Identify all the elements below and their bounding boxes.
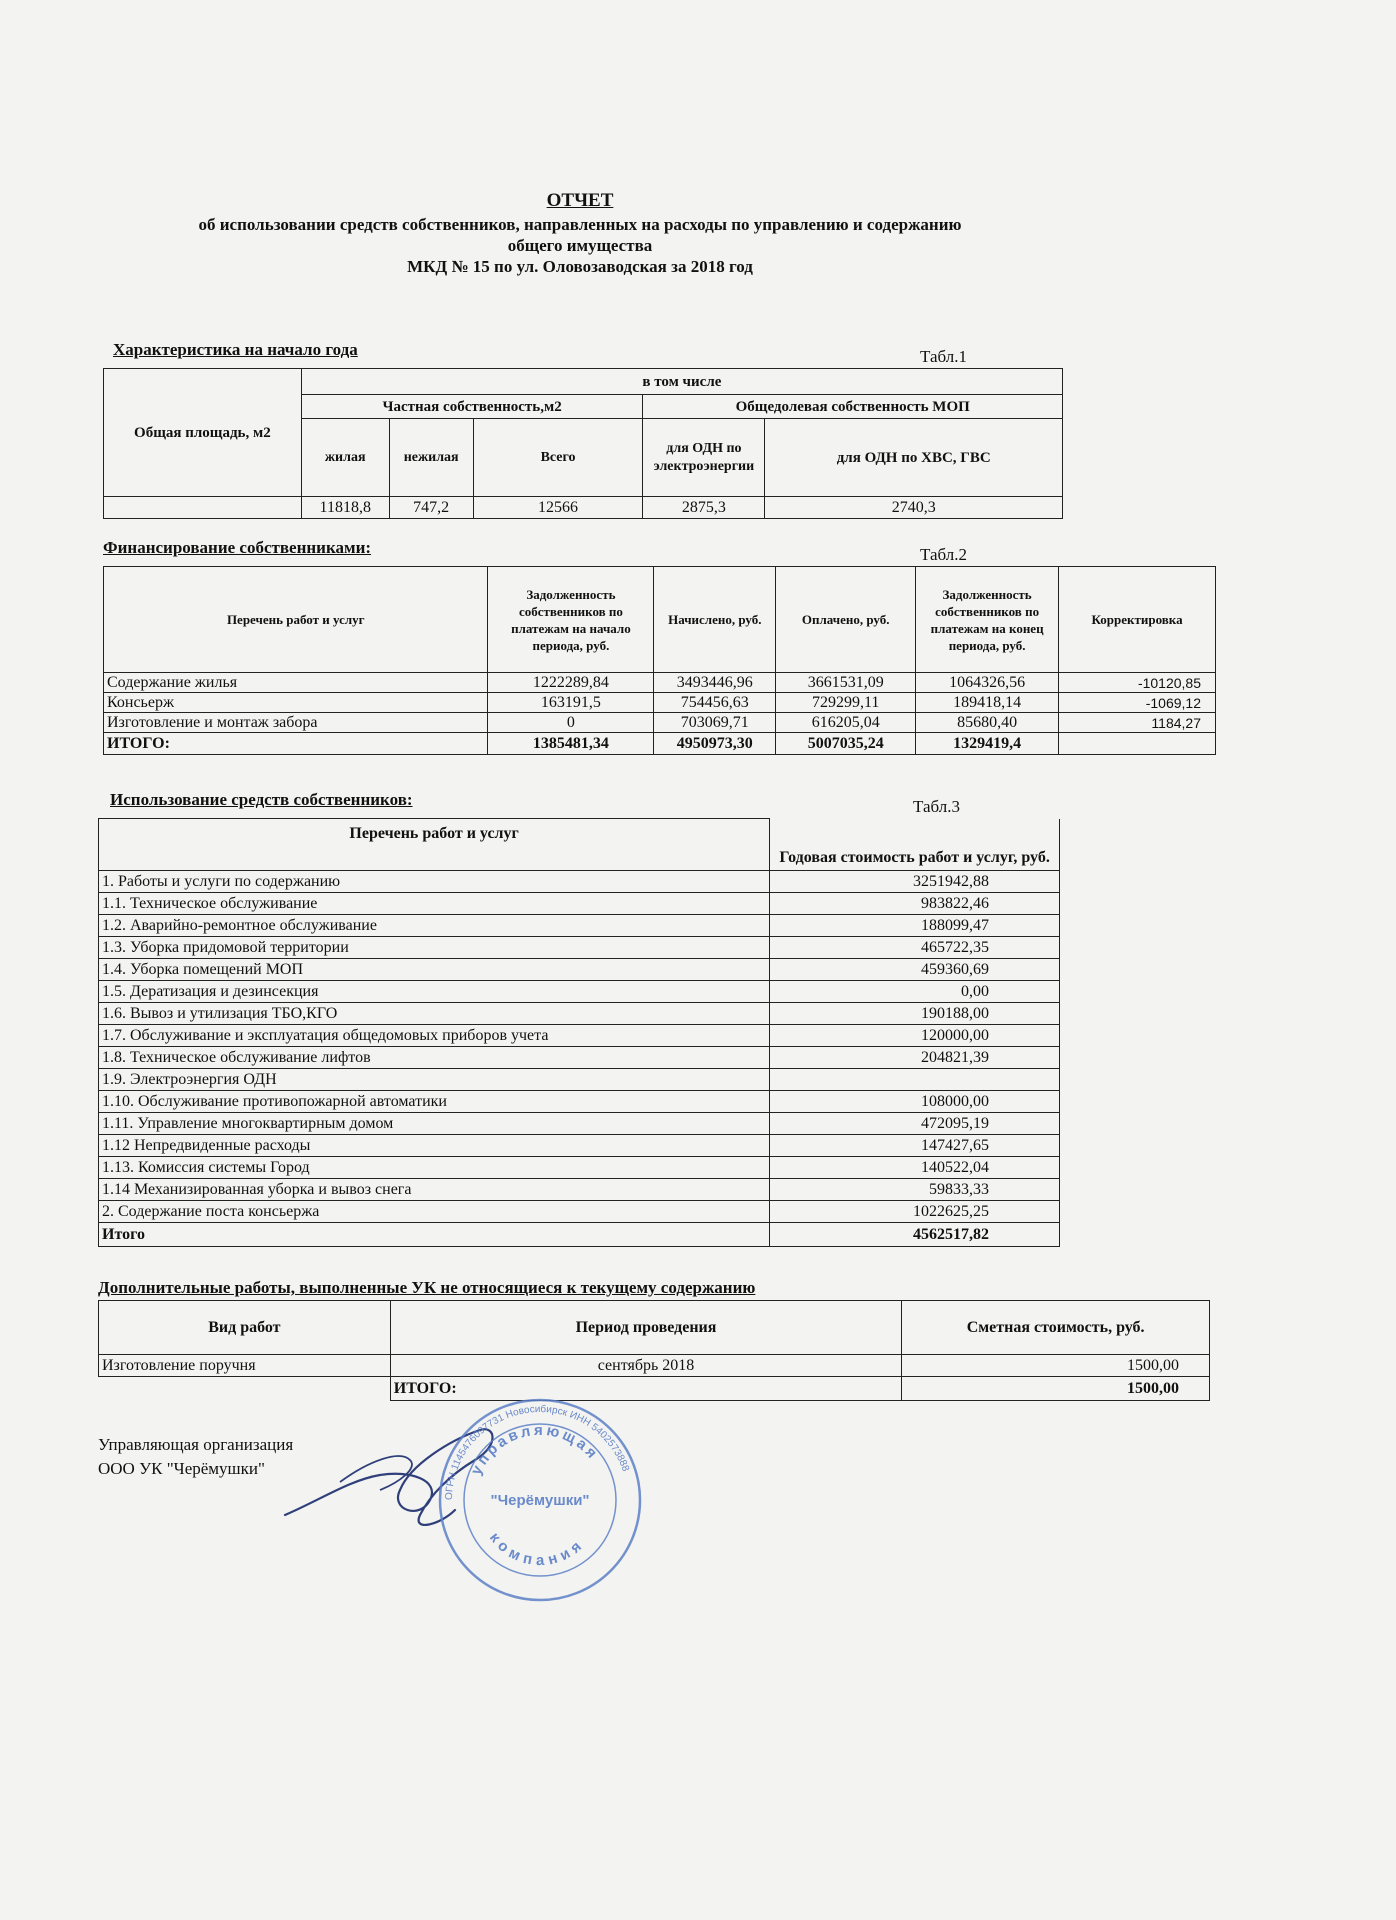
t2-total-adjustment [1059,733,1216,755]
t2-header-paid: Оплачено, руб. [776,567,916,673]
table-row [99,1091,1060,1113]
table-row [99,1025,1060,1047]
t2-row-name: Содержание жилья [104,673,488,693]
signature-org-line2: ООО УК "Черёмушки" [98,1459,265,1478]
t3-total-name: Итого [99,1223,770,1247]
t3-row-value: 140522,04 [770,1157,1060,1179]
t3-row-name: 1.8. Техническое обслуживание лифтов [99,1047,770,1069]
t2-row-debt-end: 1064326,56 [916,673,1059,693]
t2-header-debt-start: Задолженность собственников по платежам на начало периода, руб. [488,567,654,673]
t2-total-debt-end: 1329419,4 [916,733,1059,755]
t2-row-charged: 754456,63 [654,693,776,713]
report-title-block [0,190,1160,277]
table-row [104,673,1216,693]
t3-row-value: 108000,00 [770,1091,1060,1113]
stamp-center-text: "Черёмушки" [490,1492,590,1509]
t3-row-value: 147427,65 [770,1135,1060,1157]
t3-row-value: 190188,00 [770,1003,1060,1025]
t3-row-value: 0,00 [770,981,1060,1003]
report-title: ОТЧЕТ [546,190,614,211]
table-row [99,893,1060,915]
t3-row-name: 1.5. Дератизация и дезинсекция [99,981,770,1003]
t3-row-name: 1.9. Электроэнергия ОДН [99,1069,770,1091]
t2-row-paid: 3661531,09 [776,673,916,693]
t2-row-charged: 3493446,96 [654,673,776,693]
company-stamp [435,1395,645,1605]
t1-value-all: 12566 [473,497,643,519]
t3-row-value: 204821,39 [770,1047,1060,1069]
t3-row-name: 1.13. Комиссия системы Город [99,1157,770,1179]
table-row [99,937,1060,959]
t3-row-value: 459360,69 [770,959,1060,981]
table-row [104,693,1216,713]
t3-row-value: 1022625,25 [770,1201,1060,1223]
t3-row-name: 1.11. Управление многоквартирным домом [99,1113,770,1135]
t1-header-in-that: в том числе [301,369,1062,395]
signature-org-line1: Управляющая организация [98,1435,294,1454]
table-row [99,871,1060,893]
t2-total-charged: 4950973,30 [654,733,776,755]
t1-header-odn-water: для ОДН по ХВС, ГВС [765,419,1063,497]
table2-financing [103,566,1216,755]
t4-row-period: сентябрь 2018 [390,1355,901,1377]
t2-row-debt-start: 163191,5 [488,693,654,713]
t2-header-name: Перечень работ и услуг [104,567,488,673]
t4-header-period: Период проведения [390,1301,901,1355]
t1-header-all: Всего [473,419,643,497]
t2-row-paid: 616205,04 [776,713,916,733]
t3-total-value: 4562517,82 [770,1223,1060,1247]
t4-row-cost: 1500,00 [902,1355,1210,1377]
stamp-outer-text: ОГРН 1145476097731 Новосибирск ИНН 5402573888 [443,1403,631,1501]
report-subtitle-line2: общего имущества [507,236,653,255]
t3-header-value: Годовая стоимость работ и услуг, руб. [770,819,1060,871]
table-total-row [99,1377,1210,1401]
t1-value-odn-electric: 2875,3 [643,497,765,519]
t1-header-living: жилая [301,419,389,497]
table4-section-label: Дополнительные работы, выполненные УК не относящиеся к текущему содержанию [98,1278,756,1297]
t4-row-kind: Изготовление поручня [99,1355,391,1377]
t3-row-name: 1. Работы и услуги по содержанию [99,871,770,893]
t3-row-name: 1.7. Обслуживание и эксплуатация общедомовых приборов учета [99,1025,770,1047]
t3-row-value: 983822,46 [770,893,1060,915]
t4-header-cost: Сметная стоимость, руб. [902,1301,1210,1355]
table-row [99,1069,1060,1091]
t1-header-shared: Общедолевая собственность МОП [643,395,1063,419]
t2-header-charged: Начислено, руб. [654,567,776,673]
t2-total-debt-start: 1385481,34 [488,733,654,755]
t2-row-paid: 729299,11 [776,693,916,713]
t3-row-name: 1.2. Аварийно-ремонтное обслуживание [99,915,770,937]
table-row [99,1355,1210,1377]
t3-row-name: 1.12 Непредвиденные расходы [99,1135,770,1157]
table2-section-label: Финансирование собственниками: [103,538,372,557]
report-subtitle-line3: МКД № 15 по ул. Оловозаводская за 2018 год [407,257,753,276]
t2-row-name: Консьерж [104,693,488,713]
t3-header-name: Перечень работ и услуг [99,819,770,871]
table-row [99,981,1060,1003]
t3-row-value: 3251942,88 [770,871,1060,893]
t3-row-value [770,1069,1060,1091]
table-row [99,1003,1060,1025]
t1-value-nonliving: 747,2 [389,497,473,519]
t4-total-value: 1500,00 [902,1377,1210,1401]
table-total-row [99,1223,1060,1247]
t3-row-name: 1.3. Уборка придомовой территории [99,937,770,959]
table-row [99,1135,1060,1157]
table-row [99,959,1060,981]
t2-header-debt-end: Задолженность собственников по платежам на конец периода, руб. [916,567,1059,673]
t2-row-adjustment: -1069,12 [1059,693,1216,713]
t3-row-name: 1.10. Обслуживание противопожарной автоматики [99,1091,770,1113]
t3-row-name: 1.1. Техническое обслуживание [99,893,770,915]
t2-total-paid: 5007035,24 [776,733,916,755]
stamp-top-text: управляющая [467,1421,603,1478]
stamp-bottom-text: компания [485,1529,589,1570]
t2-row-debt-start: 0 [488,713,654,733]
table-row [99,1047,1060,1069]
t2-row-debt-end: 85680,40 [916,713,1059,733]
t3-row-value: 465722,35 [770,937,1060,959]
table-row [99,1201,1060,1223]
t4-total-empty [99,1377,391,1401]
t2-row-adjustment: 1184,27 [1059,713,1216,733]
table3-usage [98,818,1060,1247]
t4-header-kind: Вид работ [99,1301,391,1355]
table-row [104,713,1216,733]
table-row [99,1179,1060,1201]
table2-tabl-label: Табл.2 [920,545,967,564]
table-row [99,1157,1060,1179]
table1-tabl-label: Табл.1 [920,347,967,366]
t1-header-nonliving: нежилая [389,419,473,497]
t4-total-label: ИТОГО: [390,1377,901,1401]
table-row [99,915,1060,937]
t2-row-name: Изготовление и монтаж забора [104,713,488,733]
t3-row-name: 2. Содержание поста консьержа [99,1201,770,1223]
t2-row-charged: 703069,71 [654,713,776,733]
t1-value-total-area [104,497,302,519]
t3-row-value: 120000,00 [770,1025,1060,1047]
table3-section-label: Использование средств собственников: [110,790,413,809]
t3-row-name: 1.4. Уборка помещений МОП [99,959,770,981]
t3-row-name: 1.14 Механизированная уборка и вывоз снега [99,1179,770,1201]
table3-tabl-label: Табл.3 [913,797,960,816]
table1-section-label: Характеристика на начало года [113,340,358,359]
t3-row-name: 1.6. Вывоз и утилизация ТБО,КГО [99,1003,770,1025]
report-subtitle-line1: об использовании средств собственников, направленных на расходы по управлению и содержанию [198,215,962,234]
t2-row-adjustment: -10120,85 [1059,673,1216,693]
t1-header-odn-electric: для ОДН по электроэнергии [643,419,765,497]
table-row [99,1113,1060,1135]
table-total-row [104,733,1216,755]
t2-row-debt-start: 1222289,84 [488,673,654,693]
t1-value-living: 11818,8 [301,497,389,519]
signature-block [98,1433,293,1481]
t2-header-adjustment: Корректировка [1059,567,1216,673]
t2-total-name: ИТОГО: [104,733,488,755]
table1-characteristics [103,368,1063,519]
table4-additional-works [98,1300,1210,1401]
t1-header-private: Частная собственность,м2 [301,395,643,419]
t2-row-debt-end: 189418,14 [916,693,1059,713]
t1-value-odn-water: 2740,3 [765,497,1063,519]
t3-row-value: 472095,19 [770,1113,1060,1135]
t1-header-total-area: Общая площадь, м2 [104,369,302,497]
t3-row-value: 59833,33 [770,1179,1060,1201]
t3-row-value: 188099,47 [770,915,1060,937]
